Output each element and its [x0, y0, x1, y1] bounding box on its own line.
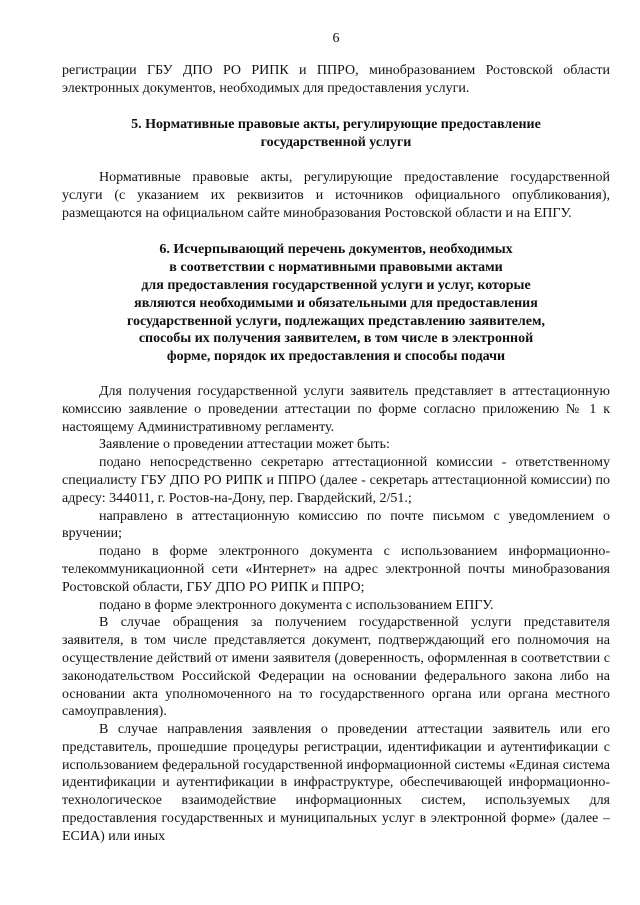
- heading-line: в соответствии с нормативными правовыми актами: [169, 260, 503, 276]
- section-6-paragraph: подано в форме электронного документа с использованием информационно-телекоммуникационной сети «Интернет» на адрес электронной почты минобразования Ростовской области, ГБУ ДПО РО РИПК и ППРО;: [62, 544, 610, 595]
- section-5-paragraph: Нормативные правовые акты, регулирующие предоставление государственной услуги (с указанием их реквизитов и источников официального опубликования), размещаются на официальном сайте минобразования Ростовской области и на ЕПГУ.: [62, 169, 610, 221]
- section-6-heading: [62, 241, 610, 366]
- page-number: 6: [332, 31, 340, 46]
- heading-line: 6. Исчерпывающий перечень документов, необходимых: [159, 242, 513, 258]
- section-6-paragraph: Заявление о проведении аттестации может быть:: [99, 437, 390, 453]
- section-6-paragraph: В случае направления заявления о проведении аттестации заявитель или его представитель, прошедшие процедуры регистрации, идентификации и аутентификации с использованием федеральной государственной информационной системы «Единая система идентификации и аутентификации в инфраструктуре, обеспечивающей информационно-технологическое взаимодействие информационных систем, используемых для предоставления государственных и муниципальных услуг в электронной форме» (далее – ЕСИА) или иных: [62, 722, 610, 844]
- intro-line: регистрации ГБУ ДПО РО РИПК и ППРО, минобразованием Ростовской области: [62, 62, 610, 78]
- heading-line: форме, порядок их предоставления и способы подачи: [166, 349, 506, 365]
- heading-line: для предоставления государственной услуги и услуг, которые: [141, 277, 531, 293]
- section-6-paragraph: Для получения государственной услуги заявитель представляет в аттестационную комиссию заявление о проведении аттестации по форме согласно приложению № 1 к настоящему Административному регламенту.: [62, 383, 610, 435]
- section-6-paragraph: подано в форме электронного документа с использованием ЕПГУ.: [99, 597, 494, 613]
- heading-line: государственной услуги, подлежащих представлению заявителем,: [126, 313, 546, 329]
- section-6-paragraph: В случае обращения за получением государственной услуги представителя заявителя, в том числе представляется документ, подтверждающий его полномочия на осуществление действий от имени заявителя (доверенность, оформленная в соответствии с законодательством Российской Федерации на основании федерального закона либо на основании акта уполномоченного на то государственного органа или органа местного самоуправления).: [62, 615, 610, 720]
- heading-line: способы их получения заявителем, в том числе в электронной: [138, 331, 534, 347]
- document-page: [62, 30, 610, 846]
- intro-line: электронных документов, необходимых для предоставления услуги.: [62, 80, 470, 96]
- section-6-paragraph: направлено в аттестационную комиссию по почте письмом с уведомлением о вручении;: [62, 508, 610, 542]
- section-6-paragraph: подано непосредственно секретарю аттестационной комиссии - ответственному специалисту ГБУ ДПО РО РИПК и ППРО (далее - секретарь аттестационной комиссии) по адресу: 344011, г. Ростов-на-Дону, пер. Гвардейский, 2/51.;: [62, 455, 610, 506]
- heading-line: являются необходимыми и обязательными для предоставления: [134, 295, 538, 311]
- heading-line: государственной услуги: [260, 135, 412, 151]
- intro-paragraph: [62, 62, 610, 98]
- heading-line: 5. Нормативные правовые акты, регулирующие предоставление: [131, 117, 541, 133]
- section-5-heading: [62, 116, 610, 152]
